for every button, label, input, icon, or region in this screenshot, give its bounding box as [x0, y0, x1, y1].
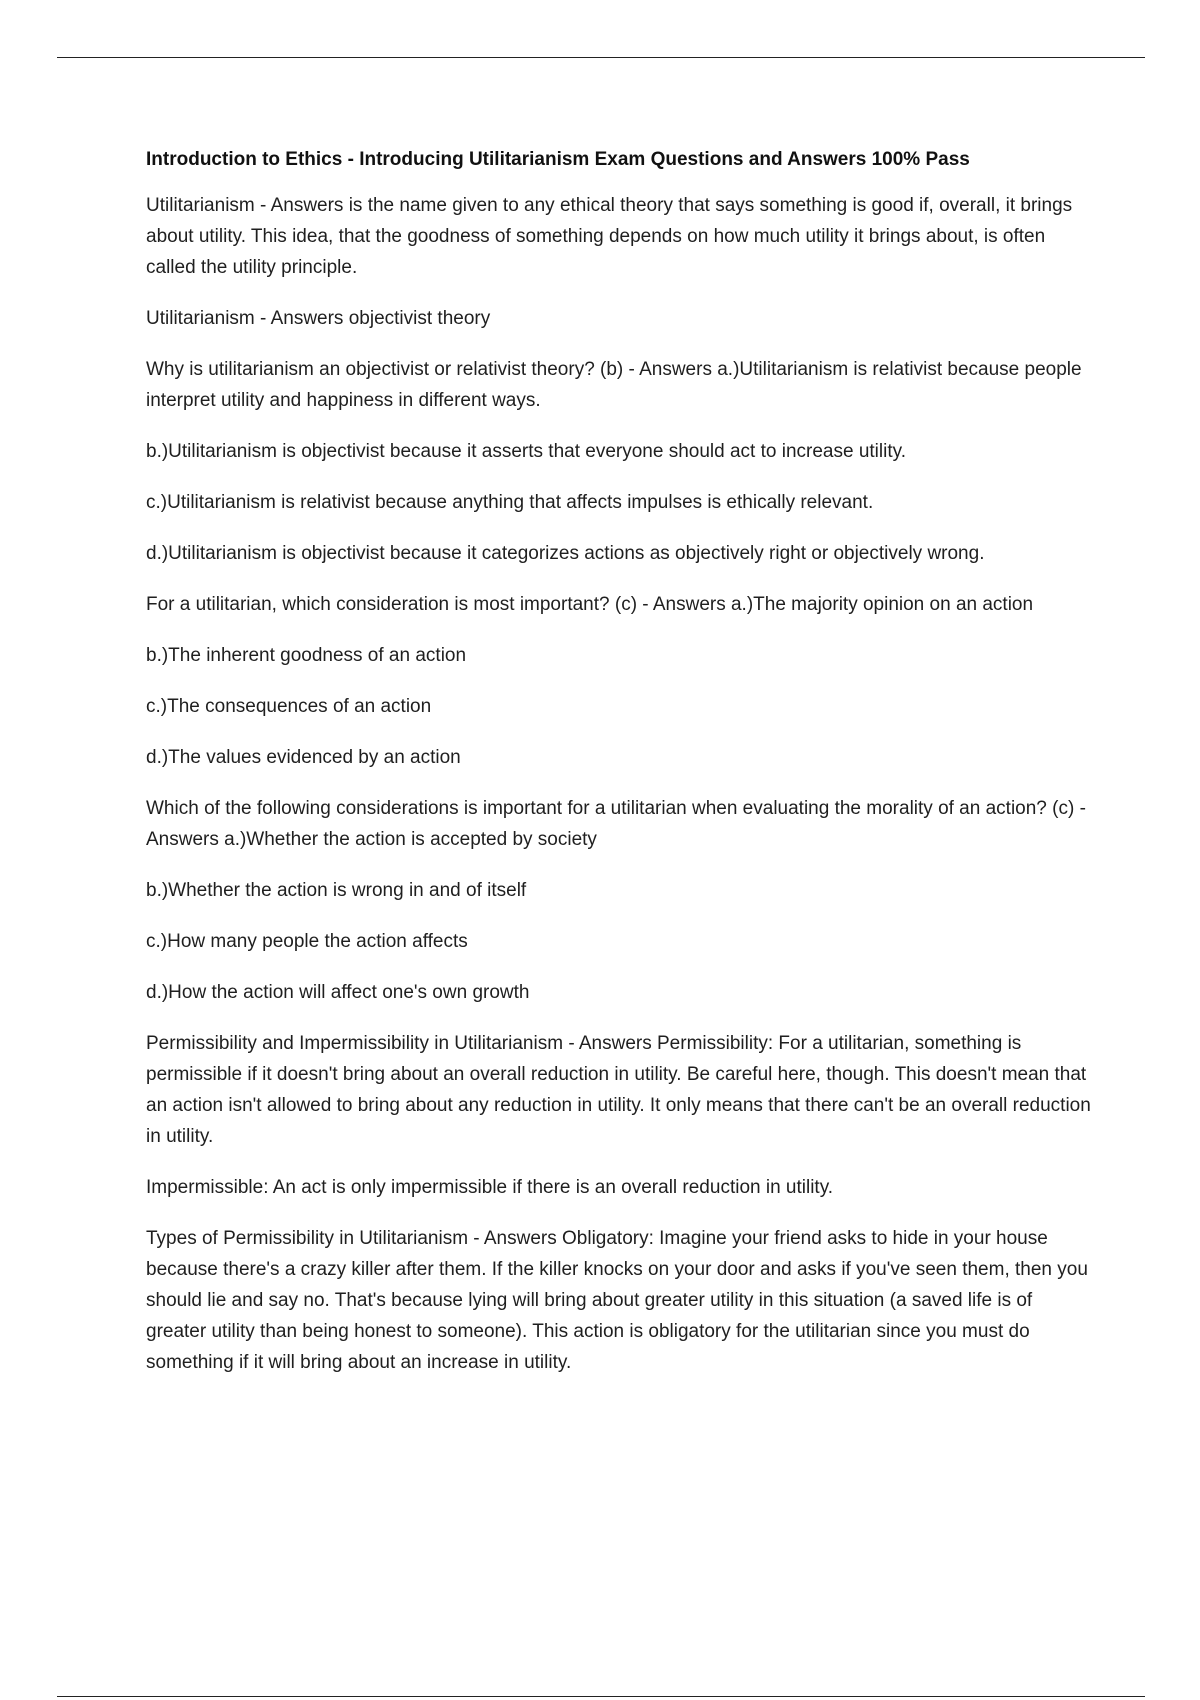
answer-option-b: b.)Utilitarianism is objectivist because it asserts that everyone should act to increase utility.	[146, 441, 906, 462]
answer-option-c: c.)Utilitarianism is relativist because anything that affects impulses is ethically relevant.	[146, 492, 874, 513]
answer-option-d: d.)The values evidenced by an action	[146, 747, 461, 768]
paragraph-objectivist-theory: Utilitarianism - Answers objectivist theory	[146, 308, 491, 329]
paragraph-definition: Utilitarianism - Answers is the name given to any ethical theory that says something is good if, overall, it brings about utility. This idea, that the goodness of something depends on how much utility it brings about, is often called the utility principle.	[146, 195, 1073, 278]
answer-option-d: d.)Utilitarianism is objectivist because it categorizes actions as objectively right or objectively wrong.	[146, 543, 985, 564]
header-rule	[57, 57, 1145, 58]
question-most-important-consideration: For a utilitarian, which consideration is most important? (c) - Answers a.)The majority opinion on an action	[146, 594, 1034, 615]
paragraph-impermissible: Impermissible: An act is only impermissible if there is an overall reduction in utility.	[146, 1177, 834, 1198]
question-objectivist-or-relativist: Why is utilitarianism an objectivist or relativist theory? (b) - Answers a.)Utilitarianism is relativist because people interpret utility and happiness in different ways.	[146, 359, 1082, 411]
answer-option-c: c.)How many people the action affects	[146, 931, 468, 952]
document-title: Introduction to Ethics - Introducing Utilitarianism Exam Questions and Answers 100% Pass	[146, 149, 970, 170]
question-evaluating-morality: Which of the following considerations is important for a utilitarian when evaluating the morality of an action? (c) - Answers a.)Whether the action is accepted by society	[146, 798, 1086, 850]
answer-option-b: b.)Whether the action is wrong in and of itself	[146, 880, 527, 901]
paragraph-types-of-permissibility: Types of Permissibility in Utilitarianism - Answers Obligatory: Imagine your friend asks to hide in your house because there's a crazy killer after them. If the killer knocks on your door and asks if you've seen them, then you should lie and say no. That's because lying will bring about greater utility in this situation (a saved life is of greater utility than being honest to someone). This action is obligatory for the utilitarian since you must do something if it will bring about an increase in utility.	[146, 1228, 1088, 1373]
answer-option-c: c.)The consequences of an action	[146, 696, 432, 717]
document-body	[146, 144, 1096, 1398]
paragraph-permissibility: Permissibility and Impermissibility in Utilitarianism - Answers Permissibility: For a utilitarian, something is permissible if it doesn't bring about an overall reduction in utility. Be careful here, though. This doesn't mean that an action isn't allowed to bring about any reduction in utility. It only means that there can't be an overall reduction in utility.	[146, 1033, 1091, 1147]
answer-option-b: b.)The inherent goodness of an action	[146, 645, 467, 666]
footer-rule	[57, 1696, 1145, 1697]
answer-option-d: d.)How the action will affect one's own growth	[146, 982, 530, 1003]
